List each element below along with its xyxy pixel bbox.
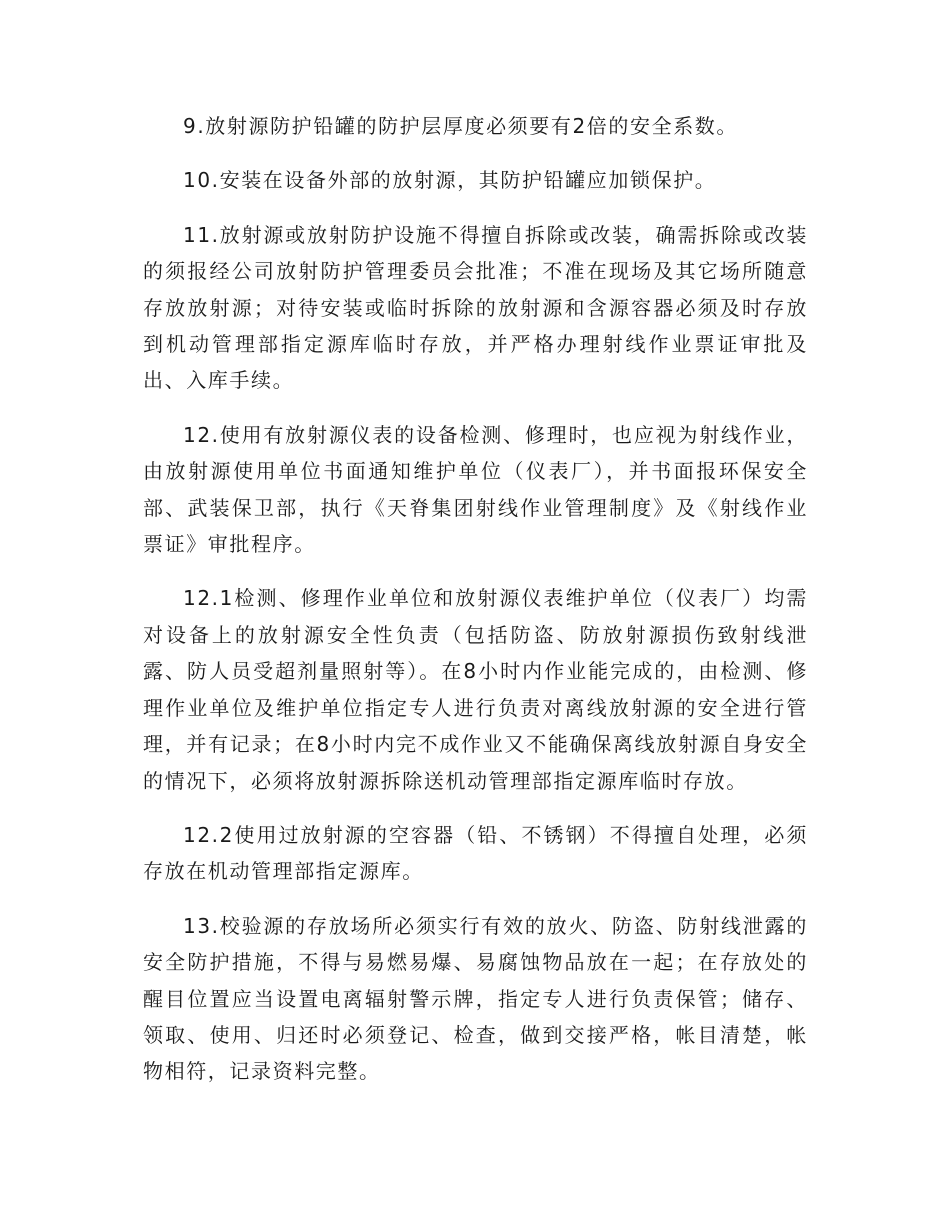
paragraph-12: 12.使用有放射源仪表的设备检测、修理时，也应视为射线作业，由放射源使用单位书面通知维护单位（仪表厂），并书面报环保安全部、武装保卫部，执行《天脊集团射线作业管理制度》及《射线作业票证》审批程序。: [143, 422, 808, 557]
document-body: [143, 108, 808, 1108]
paragraph-13: 13.校验源的存放场所必须实行有效的放火、防盗、防射线泄露的安全防护措施，不得与易燃易爆、易腐蚀物品放在一起；在存放处的醒目位置应当设置电离辐射警示牌，指定专人进行负责保管；储存、领取、使用、归还时必须登记、检查，做到交接严格，帐目清楚，帐物相符，记录资料完整。: [143, 913, 808, 1084]
paragraph-9: 9.放射源防护铅罐的防护层厚度必须要有2倍的安全系数。: [183, 114, 739, 138]
paragraph-12-1: 12.1检测、修理作业单位和放射源仪表维护单位（仪表厂）均需对设备上的放射源安全性负责（包括防盗、防放射源损伤致射线泄露、防人员受超剂量照射等）。在8小时内作业能完成的，由检测、修理作业单位及维护单位指定专人进行负责对离线放射源的安全进行管理，并有记录；在8小时内完不成作业又不能确保离线放射源自身安全的情况下，必须将放射源拆除送机动管理部指定源库临时存放。: [143, 586, 808, 793]
paragraph-12-2: 12.2使用过放射源的空容器（铅、不锈钢）不得擅自处理，必须存放在机动管理部指定源库。: [143, 822, 808, 884]
paragraph-11: 11.放射源或放射防护设施不得擅自拆除或改装，确需拆除或改装的须报经公司放射防护管理委员会批准；不准在现场及其它场所随意存放放射源；对待安装或临时拆除的放射源和含源容器必须及时存放到机动管理部指定源库临时存放，并严格办理射线作业票证审批及出、入库手续。: [143, 222, 808, 393]
paragraph-10: 10.安装在设备外部的放射源，其防护铅罐应加锁保护。: [183, 168, 717, 193]
